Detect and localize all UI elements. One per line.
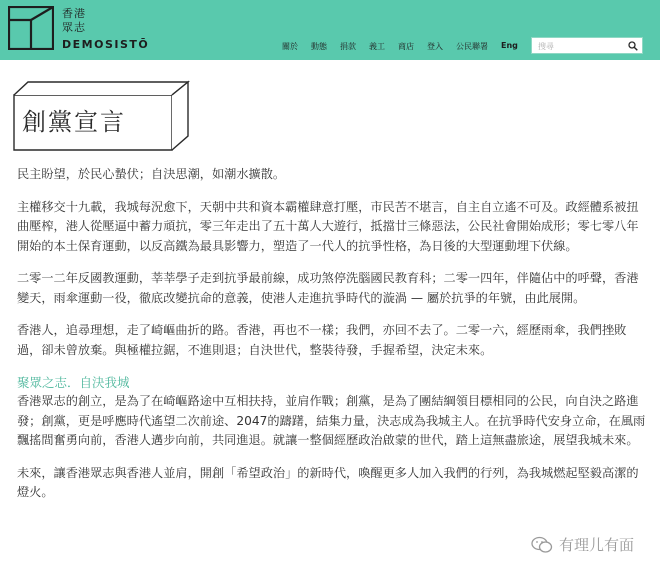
search-placeholder: 搜尋 [538,42,554,51]
logo-icon[interactable] [8,6,54,50]
search-icon[interactable] [628,41,638,51]
site-header [0,0,660,60]
nav-item-shop[interactable]: 商店 [398,42,414,51]
article-paragraph-3: 二零一二年反國教運動，莘莘學子走到抗爭最前線，成功煞停洗腦國民教育科；二零一四年，伴隨佔中的呼聲，香港變天，雨傘運動一役，徹底改變抗命的意義，使港人走進抗爭時代的漩渦 — 屬於抗爭的年號，由此展開。 [17,271,639,305]
main-nav [282,41,518,52]
language-toggle-eng[interactable]: Eng [501,41,518,50]
logo-cn-line2: 眾志 [62,21,86,34]
article-body [17,165,649,503]
article-paragraph-1: 民主盼望，於民心蟄伏；自決思潮，如潮水擴散。 [17,167,286,181]
watermark [531,534,634,555]
logo-cn-line1: 香港 [62,7,86,20]
article-paragraph-4: 香港人，追尋理想，走了崎嶇曲折的路。香港，再也不一樣；我們，亦回不去了。二零一六，經歷雨傘，我們挫敗過，卻未曾放棄。與極權拉鋸，不進則退；自決世代，整裝待發，手握希望，決定未來。 [17,323,627,357]
article-paragraph-2: 主權移交十九載，我城每況愈下，天朝中共和資本霸權肆意打壓，市民苦不堪言，自主自立遙不可及。政經體系被扭曲壓榨，港人從壓逼中蓄力頑抗，零三年走出了五十萬人大遊行，抵擋廿三條惡法，公民社會開始成形；零七零八年開始的本土保育運動，以反高鐵為最具影響力，塑造了一代人的抗爭性格，為日後的大型運動埋下伏線。 [17,199,639,253]
wechat-icon [531,536,553,554]
page-title: 創黨宣言 [22,108,126,136]
nav-item-login[interactable]: 登入 [427,42,443,51]
nav-item-news[interactable]: 動態 [311,42,327,51]
nav-item-about[interactable]: 關於 [282,42,298,51]
article-paragraph-5: 香港眾志的創立，是為了在崎嶇路途中互相扶持，並肩作戰；創黨，是為了團結綱領目標相同的公民，向自決之路進發；創黨，更是呼應時代遙望二次前途、2047的躊躇，結集力量，決志成為我城主人。在抗爭時代安身立命，在風雨飄搖間奮勇向前，香港人邁步向前，共同進退。就讓一整個經歷政治啟蒙的世代，踏上這無盡旅途，展望我城未來。 [17,394,646,447]
watermark-text: 有理儿有面 [559,536,635,554]
search-input[interactable] [531,37,643,54]
article-paragraph-6: 未來，讓香港眾志與香港人並肩，開創「希望政治」的新時代，喚醒更多人加入我們的行列，為我城燃起堅毅高潔的燈火。 [17,465,639,499]
logo-chinese[interactable] [62,7,86,35]
nav-item-volunteer[interactable]: 義工 [369,42,385,51]
section-heading: 聚眾之志．自決我城 [17,375,130,390]
nav-item-donate[interactable]: 捐款 [340,42,356,51]
nav-item-petition[interactable]: 公民聯署 [456,42,488,51]
logo-english[interactable]: DEMOSISTŌ [62,38,150,51]
